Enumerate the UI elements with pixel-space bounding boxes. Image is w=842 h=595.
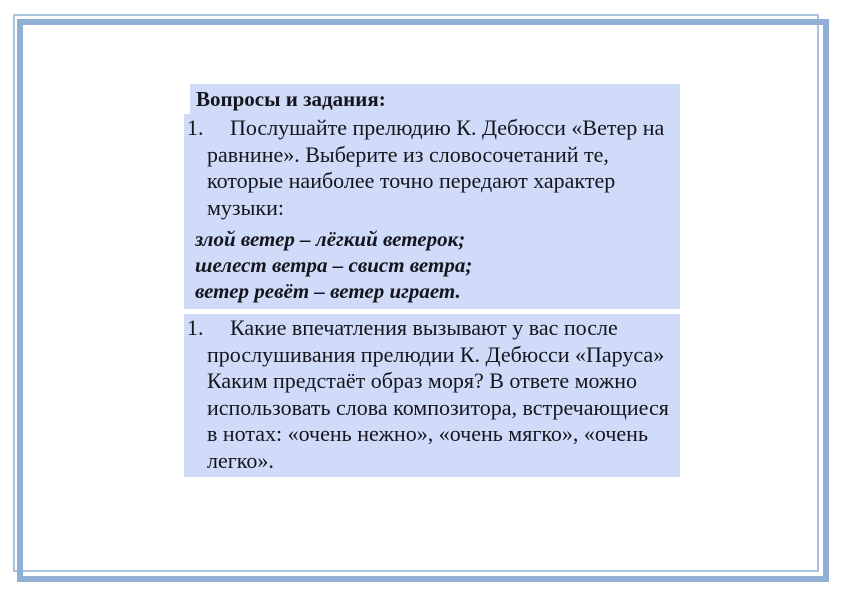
word-pair-line-2: шелест ветра – свист ветра; — [195, 253, 473, 277]
task-item-2-text-2: прослушивания прелюдии К. Дебюсси «Паруса» — [207, 341, 665, 367]
slide-text-block — [184, 84, 680, 477]
task-item-2-line-1 — [187, 315, 680, 342]
task-item-1 — [184, 114, 680, 224]
task-item-2-text-4: использовать слова композитора, встречающиеся — [207, 394, 669, 420]
task-item-2-text-5: в нотах: «очень нежно», «очень мягко», «очень — [207, 421, 648, 446]
task-item-2-text-6: легко». — [207, 447, 274, 473]
task-item-2-text-3: Каким предстаёт образ моря? В ответе можно — [207, 368, 637, 393]
task-item-1-text-3: которые наиболее точно передают характер — [207, 168, 616, 193]
task-item-1-text-1: Послушайте прелюдию К. Дебюсси «Ветер на — [230, 115, 665, 140]
task-item-2 — [184, 314, 680, 477]
task-item-1-text-4: музыки: — [207, 194, 284, 220]
task-item-1-line-1 — [187, 115, 680, 142]
task-item-1-text-2: равнине». Выберите из словосочетаний те, — [207, 141, 609, 167]
task-item-2-text-1: Какие впечатления вызывают у вас после — [230, 315, 618, 340]
word-pair-line-3: ветер ревёт – ветер играет. — [195, 279, 461, 303]
word-pair-line-1: злой ветер – лёгкий ветерок; — [195, 227, 466, 251]
word-pairs-list — [184, 224, 680, 309]
questions-title: Вопросы и задания: — [190, 84, 680, 114]
task-item-1-number: 1. — [187, 115, 204, 140]
task-item-2-number: 1. — [187, 315, 204, 340]
